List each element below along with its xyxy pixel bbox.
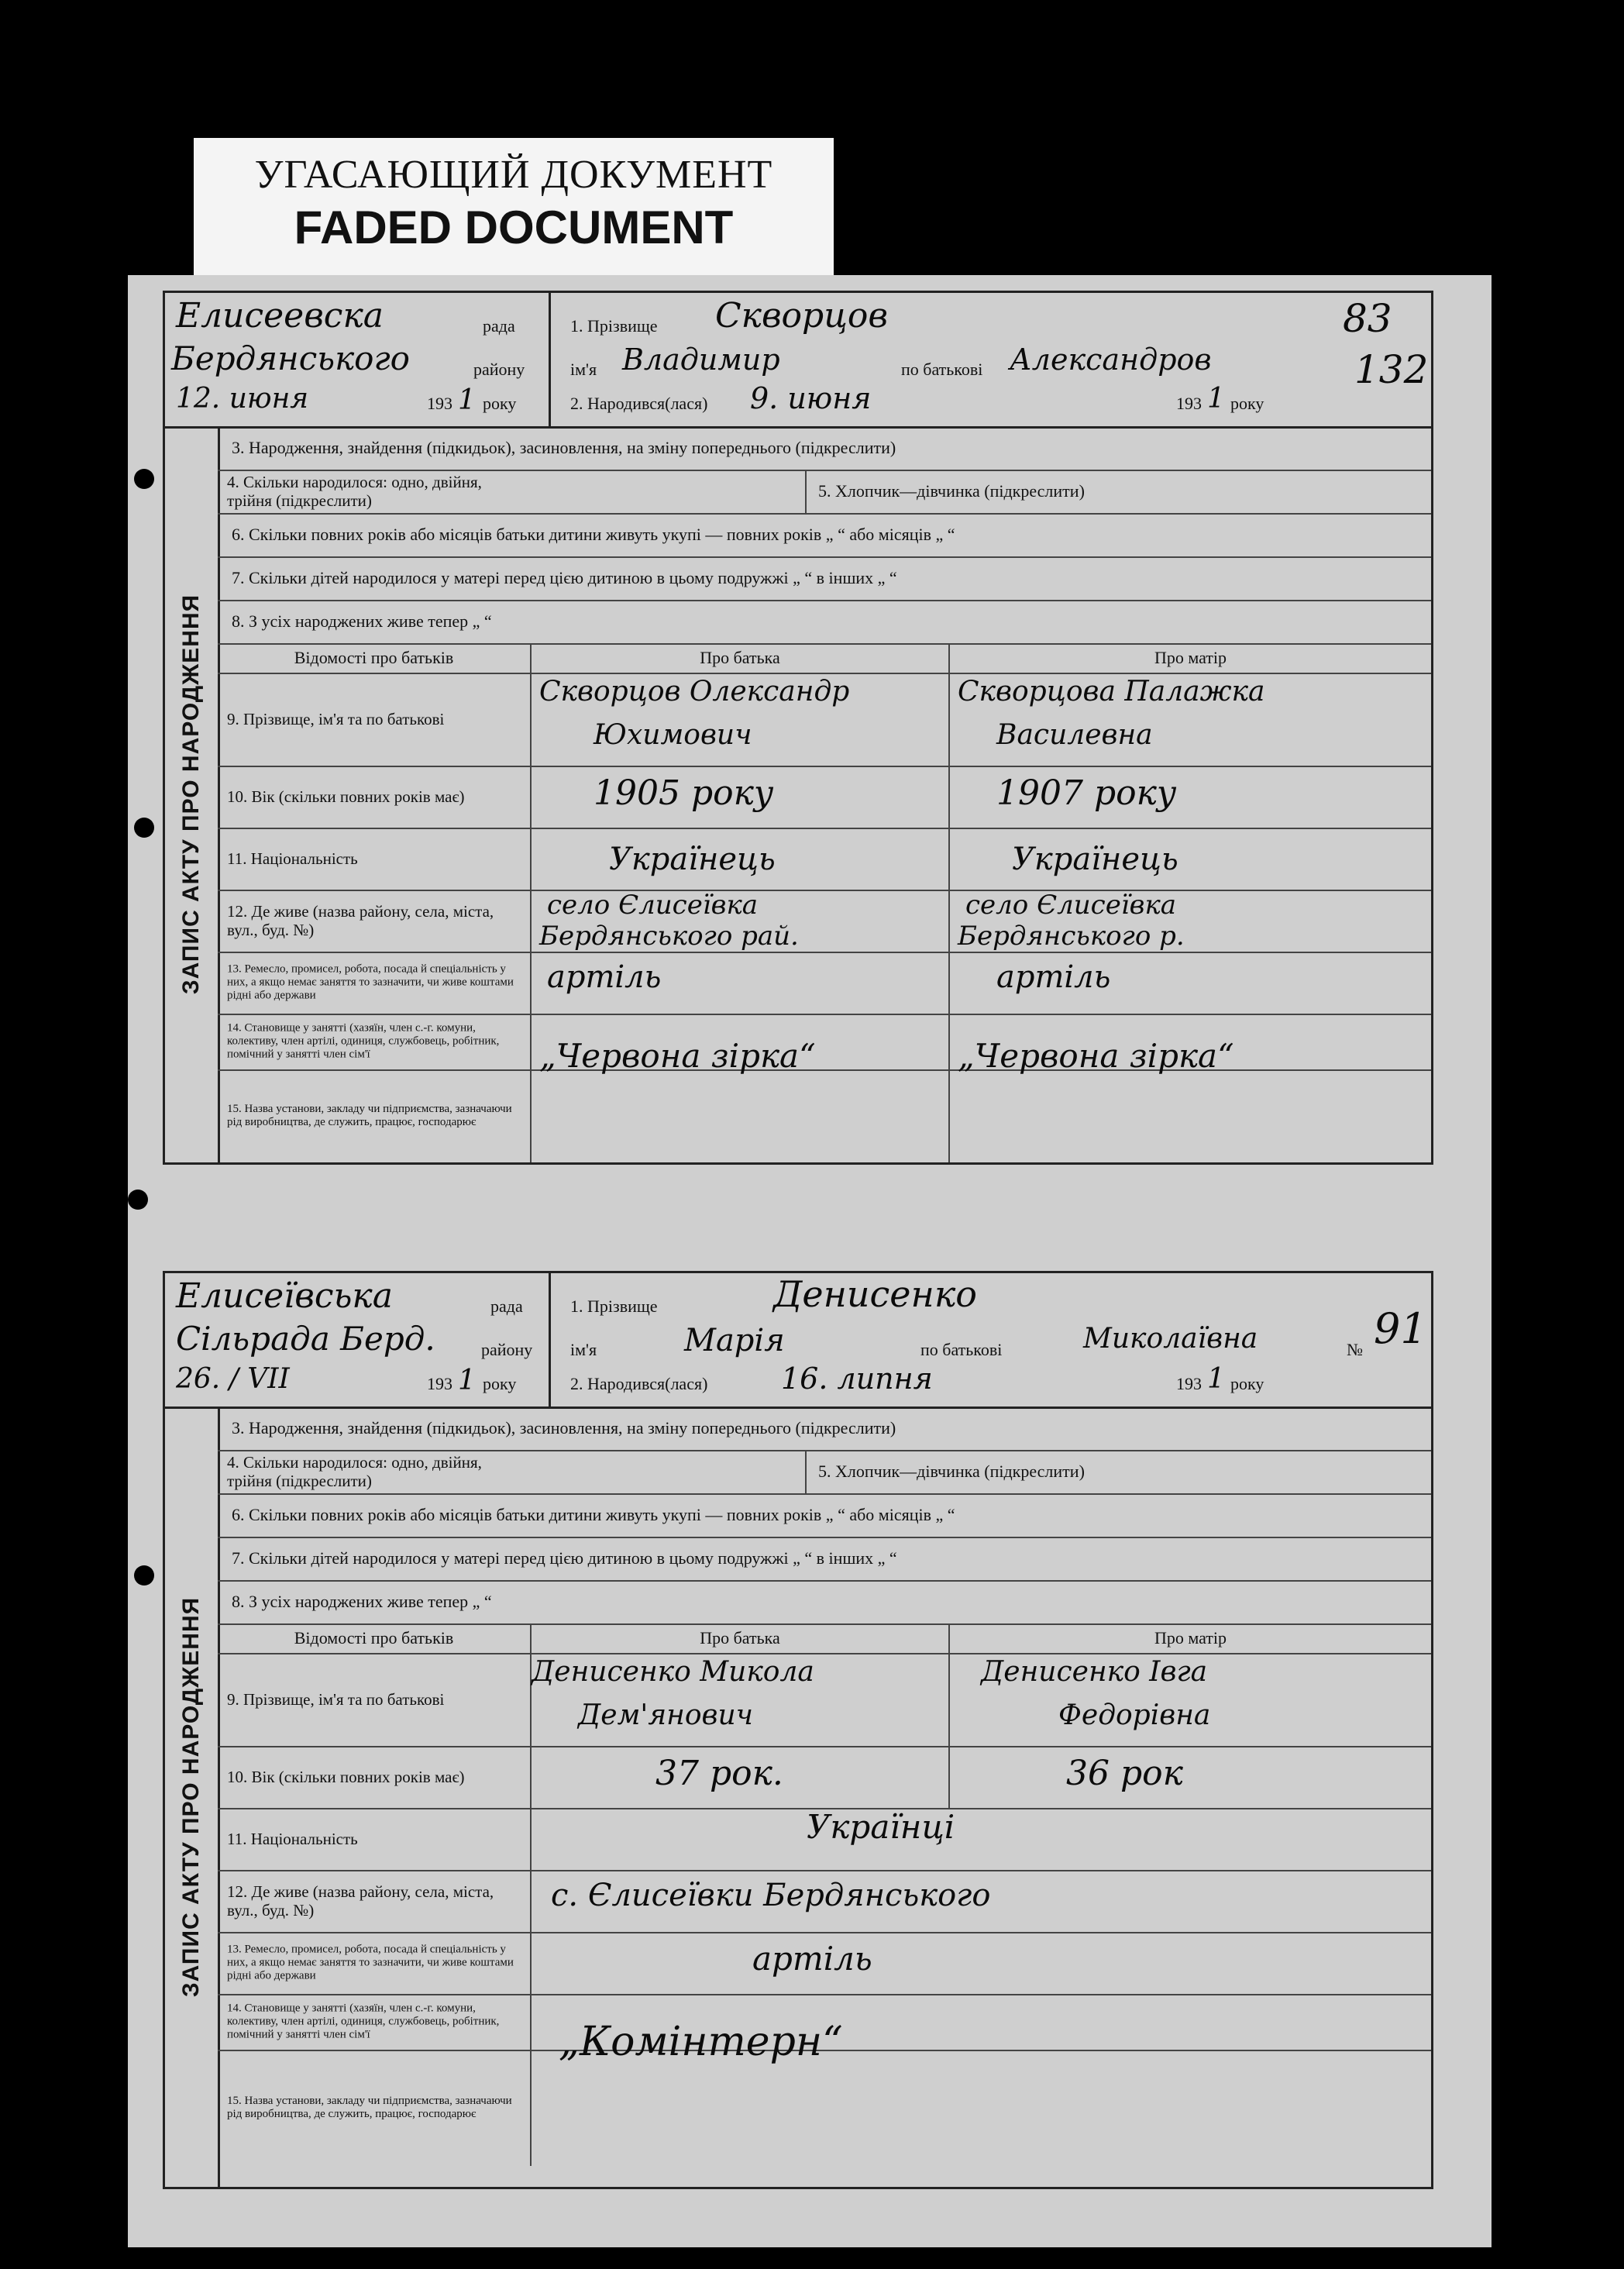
row-10: 10. Вік (скільки повних років має) [227,787,465,806]
district-name: Бердянського [171,339,410,377]
row-15: 15. Назва установи, закладу чи підприємства, зазначаючи рід виробництва, де служить, працює, господарює [227,2095,512,2120]
name-value: Марія [684,1323,785,1358]
patronymic-label: по батькові [920,1340,1003,1359]
row-5: 5. Хлопчик—дівчинка (підкреслити) [818,1462,1085,1481]
row-5: 5. Хлопчик—дівчинка (підкреслити) [818,481,1085,501]
birth-year-prefix: 193 [1176,394,1202,413]
father-address-2: Бердянського рай. [539,921,799,952]
row-7: 7. Скільки дітей народилося у матері перед цією дитиною в цьому подружжі „ “ в інших „ “ [232,1548,897,1568]
punch-hole [134,818,154,838]
parents-header: Відомості про батьків [294,648,454,667]
mother-age: 1907 року [996,773,1177,813]
row-13: 13. Ремесло, промисел, робота, посада й спеціальність у них, а якщо немає заняття то зазначити, чи живе коштами рідні або держави [227,962,514,1002]
born-label: 2. Народився(лася) [570,1374,708,1393]
father-age: 1905 року [594,773,774,813]
year-digit: 1 [458,1365,476,1396]
rada-label: рада [483,316,515,336]
mother-address-1: село Єлисеївка [965,890,1177,921]
mother-name-2: Василевна [996,719,1153,751]
father-name-1: Скворцов Олександр [539,676,850,708]
surname-value: Денисенко [773,1273,977,1315]
row-3: 3. Народження, знайдення (підкидьок), засиновлення, на зміну попереднього (підкреслити) [232,438,896,457]
row-10: 10. Вік (скільки повних років має) [227,1768,465,1786]
father-header: Про батька [700,1628,780,1648]
row-14: 14. Становище у занятті (хазяїн, член с.-г. комуни, колективу, член артілі, одиниця, службовець, робітник, помічний у занятті член сім'ї [227,2002,500,2041]
faded-document-stamp [194,138,834,276]
father-name-1: Денисенко Микола [532,1656,814,1688]
birth-record-2 [163,1271,1433,2189]
record-number-2: 132 [1354,347,1429,392]
surname-value: Скворцов [715,296,889,336]
stamp-ru: УГАСАЮЩИЙ ДОКУМЕНТ [254,153,773,197]
rayonu-label: району [481,1340,533,1359]
mother-address-2: Бердянського р. [958,921,1185,952]
birth-year-prefix: 193 [1176,1374,1202,1393]
side-title: ЗАПИС АКТУ ПРО НАРОДЖЕННЯ [178,594,204,995]
row-6: 6. Скільки повних років або місяців батьки дитини живуть укупі — повних років „ “ або місяців „ “ [232,525,955,544]
father-nationality: Українець [609,842,776,877]
father-name-2: Дем'янович [578,1699,754,1731]
father-address-1: село Єлисеївка [547,890,759,921]
patronymic-value: Миколаївна [1083,1323,1258,1355]
side-title-box [165,426,220,1162]
row-12: 12. Де живе (назва району, села, міста, вул., буд. №) [227,1882,494,1920]
mother-name-1: Денисенко Івга [981,1656,1208,1688]
row-14: 14. Становище у занятті (хазяїн, член с.-г. комуни, колективу, член артілі, одиниця, службовець, робітник, помічний у занятті член сім'ї [227,1021,500,1061]
rada-label: рада [490,1296,523,1316]
side-title: ЗАПИС АКТУ ПРО НАРОДЖЕННЯ [178,1596,204,1997]
birth-year-digit: 1 [1207,1363,1225,1395]
record-header [165,293,1431,429]
mother-job: артіль [996,959,1111,995]
punch-hole [134,469,154,489]
row-9: 9. Прізвище, ім'я та по батькові [227,1690,445,1709]
year-digit: 1 [458,384,476,416]
surname-label: 1. Прізвище [570,316,658,336]
registration-date: 26. / VII [176,1363,290,1395]
father-header: Про батька [700,648,780,667]
mother-org: „Червона зірка“ [958,1037,1234,1075]
row-3: 3. Народження, знайдення (підкидьок), засиновлення, на зміну попереднього (підкреслити) [232,1418,896,1437]
mother-header: Про матір [1154,648,1227,667]
nationality: Українці [807,1808,955,1846]
row-11: 11. Національність [227,1830,358,1848]
year-prefix: 193 [427,1374,452,1393]
row-8: 8. З усіх народжених живе тепер „ “ [232,1592,492,1611]
roku-label: року [483,1374,517,1393]
district-name: Сільрада Берд. [176,1320,435,1358]
row-4: 4. Скільки народилося: одно, двійня, трійня (підкреслити) [227,1453,482,1490]
patronymic-value: Александров [1010,343,1212,377]
punch-hole [134,1565,154,1586]
parents-header: Відомості про батьків [294,1628,454,1648]
row-11: 11. Національність [227,849,358,868]
name-value: Владимир [622,343,780,377]
mother-age: 36 рок [1066,1754,1183,1793]
surname-label: 1. Прізвище [570,1296,658,1316]
row-7: 7. Скільки дітей народилося у матері перед цією дитиною в цьому подружжі „ “ в інших „ “ [232,568,897,587]
father-name-2: Юхимович [594,719,752,751]
row-4: 4. Скільки народилося: одно, двійня, трійня (підкреслити) [227,473,482,510]
born-label: 2. Народився(лася) [570,394,708,413]
mother-name-2: Федорівна [1058,1699,1211,1731]
mother-header: Про матір [1154,1628,1227,1648]
number-label: № [1347,1340,1363,1359]
row-13: 13. Ремесло, промисел, робота, посада й спеціальність у них, а якщо немає заняття то зазначити, чи живе коштами рідні або держави [227,1943,514,1982]
row-8: 8. З усіх народжених живе тепер „ “ [232,611,492,631]
birth-year-digit: 1 [1207,383,1225,415]
document-page [128,275,1492,2247]
stamp-en: FADED DOCUMENT [294,201,734,253]
birth-date: 9. июня [750,381,872,415]
patronymic-label: по батькові [901,360,983,379]
organization: „Комінтерн“ [559,2019,843,2065]
father-org: „Червона зірка“ [539,1037,816,1075]
name-label: ім'я [570,360,597,379]
record-body [218,426,1431,1162]
father-job: артіль [547,959,662,995]
mother-name-1: Скворцова Палажка [958,676,1265,708]
address: с. Єлисеївки Бердянського [551,1878,991,1913]
father-age: 37 рок. [655,1754,783,1793]
council-name: Елисеївська [176,1276,393,1316]
registration-date: 12. июня [176,383,309,415]
birth-roku-label: року [1230,394,1264,413]
side-title-box [165,1407,220,2187]
birth-roku-label: року [1230,1374,1264,1393]
record-number: 83 [1343,296,1392,341]
roku-label: року [483,394,517,413]
row-6: 6. Скільки повних років або місяців батьки дитини живуть укупі — повних років „ “ або місяців „ “ [232,1505,955,1524]
row-15: 15. Назва установи, закладу чи підприємства, зазначаючи рід виробництва, де служить, працює, господарює [227,1103,512,1128]
birth-record-1 [163,291,1433,1165]
record-body [218,1407,1431,2187]
row-9: 9. Прізвище, ім'я та по батькові [227,710,445,728]
occupation: артіль [752,1940,872,1978]
name-label: ім'я [570,1340,597,1359]
rayonu-label: району [473,360,525,379]
row-12: 12. Де живе (назва району, села, міста, вул., буд. №) [227,902,494,939]
record-header [165,1273,1431,1409]
mother-nationality: Українець [1012,842,1178,877]
year-prefix: 193 [427,394,452,413]
record-number: 91 [1374,1304,1427,1353]
punch-hole [128,1190,148,1210]
birth-date: 16. липня [781,1362,933,1396]
council-name: Елисеевска [176,296,384,336]
